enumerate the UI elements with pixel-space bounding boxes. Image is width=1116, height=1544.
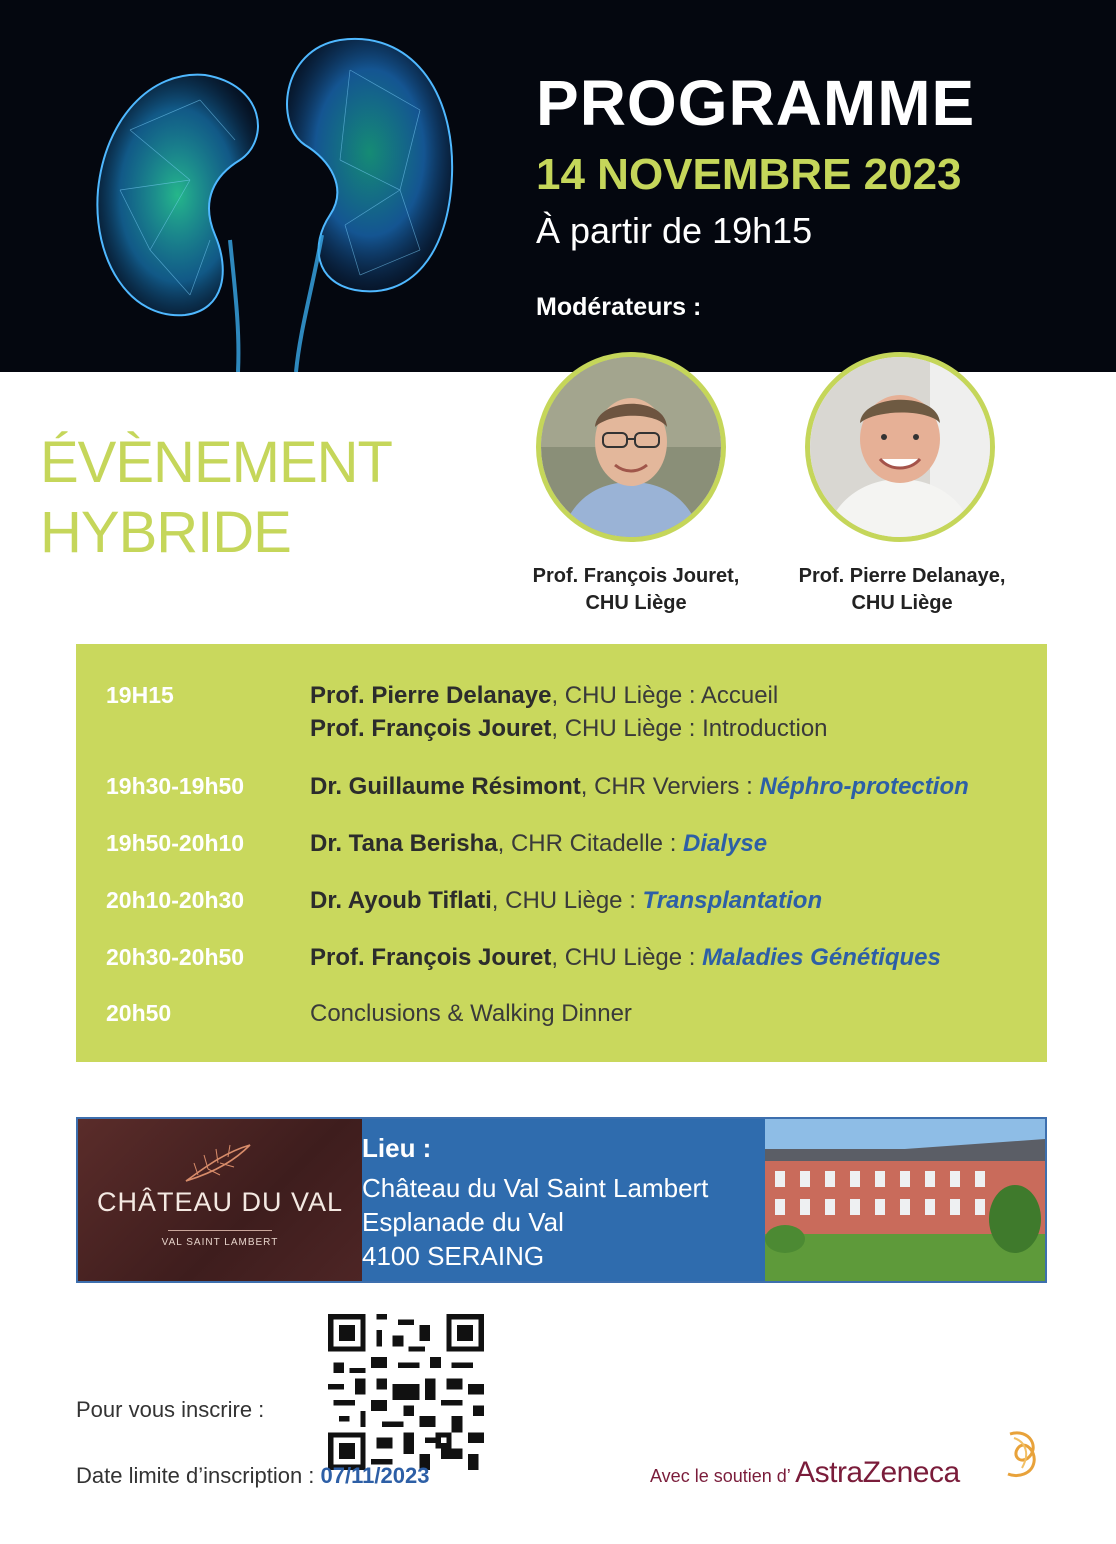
moderator-name-jouret <box>511 563 761 617</box>
talk-topic: Transplantation <box>642 887 823 914</box>
moderator-portrait-jouret <box>536 352 726 542</box>
event-time: À partir de 19h15 <box>536 210 813 251</box>
sponsor-credit <box>650 1456 960 1490</box>
schedule-description <box>310 941 941 974</box>
event-date: 14 NOVEMBRE 2023 <box>536 150 962 199</box>
sponsor-name: AstraZeneca <box>795 1456 960 1489</box>
venue-address-block <box>362 1119 765 1281</box>
speaker-name: Dr. Tana Berisha <box>310 830 498 857</box>
sponsor-prefix: Avec le soutien d’ <box>650 1466 796 1486</box>
speaker-affiliation: , CHU Liège : <box>491 887 643 914</box>
talk-topic: Dialyse <box>683 830 768 857</box>
schedule-time: 19h50-20h10 <box>106 830 245 856</box>
deadline-date: 07/11/2023 <box>320 1463 430 1488</box>
venue-label: Lieu : <box>362 1133 432 1163</box>
moderator-1-name: Prof. François Jouret, <box>532 565 740 587</box>
event-type-line2: HYBRIDE <box>40 500 291 565</box>
speaker-name: Prof. Pierre Delanaye <box>310 682 552 709</box>
schedule-time: 19H15 <box>106 682 174 708</box>
venue-logo-subtitle: VAL SAINT LAMBERT <box>161 1237 279 1248</box>
venue-address-line: Château du Val Saint Lambert <box>362 1173 709 1203</box>
event-type <box>40 428 392 568</box>
moderator-2-name: Prof. Pierre Delanaye, <box>798 565 1006 587</box>
moderators-label: Modérateurs : <box>536 293 702 321</box>
speaker-name: Prof. François Jouret <box>310 944 552 971</box>
speaker-affiliation: , CHR Verviers : <box>580 773 760 800</box>
speaker-name: Prof. François Jouret <box>310 715 552 742</box>
header-banner <box>0 0 1116 372</box>
speaker-affiliation: , CHU Liège : Accueil <box>551 682 779 709</box>
talk-topic: Néphro-protection <box>759 773 969 800</box>
venue-logo-name: CHÂTEAU DU VAL <box>96 1187 344 1217</box>
venue-photo <box>765 1119 1045 1281</box>
moderator-name-delanaye <box>777 563 1027 617</box>
deadline-label: Date limite d’inscription : <box>76 1463 321 1488</box>
logo-divider <box>168 1230 272 1231</box>
schedule-description <box>310 884 822 917</box>
venue-address-line: Esplanade du Val <box>362 1207 564 1237</box>
speaker-name: Dr. Guillaume Résimont <box>310 773 581 800</box>
schedule-time: 20h30-20h50 <box>106 944 245 970</box>
speaker-affiliation: , CHR Citadelle : <box>497 830 684 857</box>
venue-logo <box>78 1119 362 1281</box>
schedule-time: 19h30-19h50 <box>106 773 245 799</box>
schedule-description <box>310 827 767 860</box>
talk-topic: Maladies Génétiques <box>702 944 941 971</box>
venue-address-line: 4100 SERAING <box>362 1241 545 1271</box>
event-type-line1: ÉVÈNEMENT <box>40 430 392 495</box>
registration-qr-code[interactable] <box>328 1314 484 1470</box>
schedule-time: 20h10-20h30 <box>106 887 245 913</box>
speaker-name: Dr. Ayoub Tiflati <box>310 887 492 914</box>
schedule-description <box>310 679 828 745</box>
speaker-affiliation: , CHU Liège : <box>551 944 703 971</box>
registration-label: Pour vous inscrire : <box>76 1397 265 1422</box>
moderator-2-affiliation: CHU Liège <box>851 592 953 614</box>
schedule-description <box>310 997 632 1030</box>
speaker-affiliation: , CHU Liège : Introduction <box>551 715 828 742</box>
feather-icon <box>178 1141 258 1185</box>
schedule-description <box>310 770 969 803</box>
closing-text: Conclusions & Walking Dinner <box>310 1000 632 1027</box>
venue-banner <box>76 1117 1047 1283</box>
registration-deadline <box>76 1463 429 1489</box>
schedule-panel <box>76 644 1047 1062</box>
schedule-time: 20h50 <box>106 1000 172 1026</box>
moderator-portrait-delanaye <box>805 352 995 542</box>
moderator-1-affiliation: CHU Liège <box>585 592 687 614</box>
programme-title: PROGRAMME <box>536 67 976 139</box>
astrazeneca-logo-icon <box>1000 1428 1046 1482</box>
